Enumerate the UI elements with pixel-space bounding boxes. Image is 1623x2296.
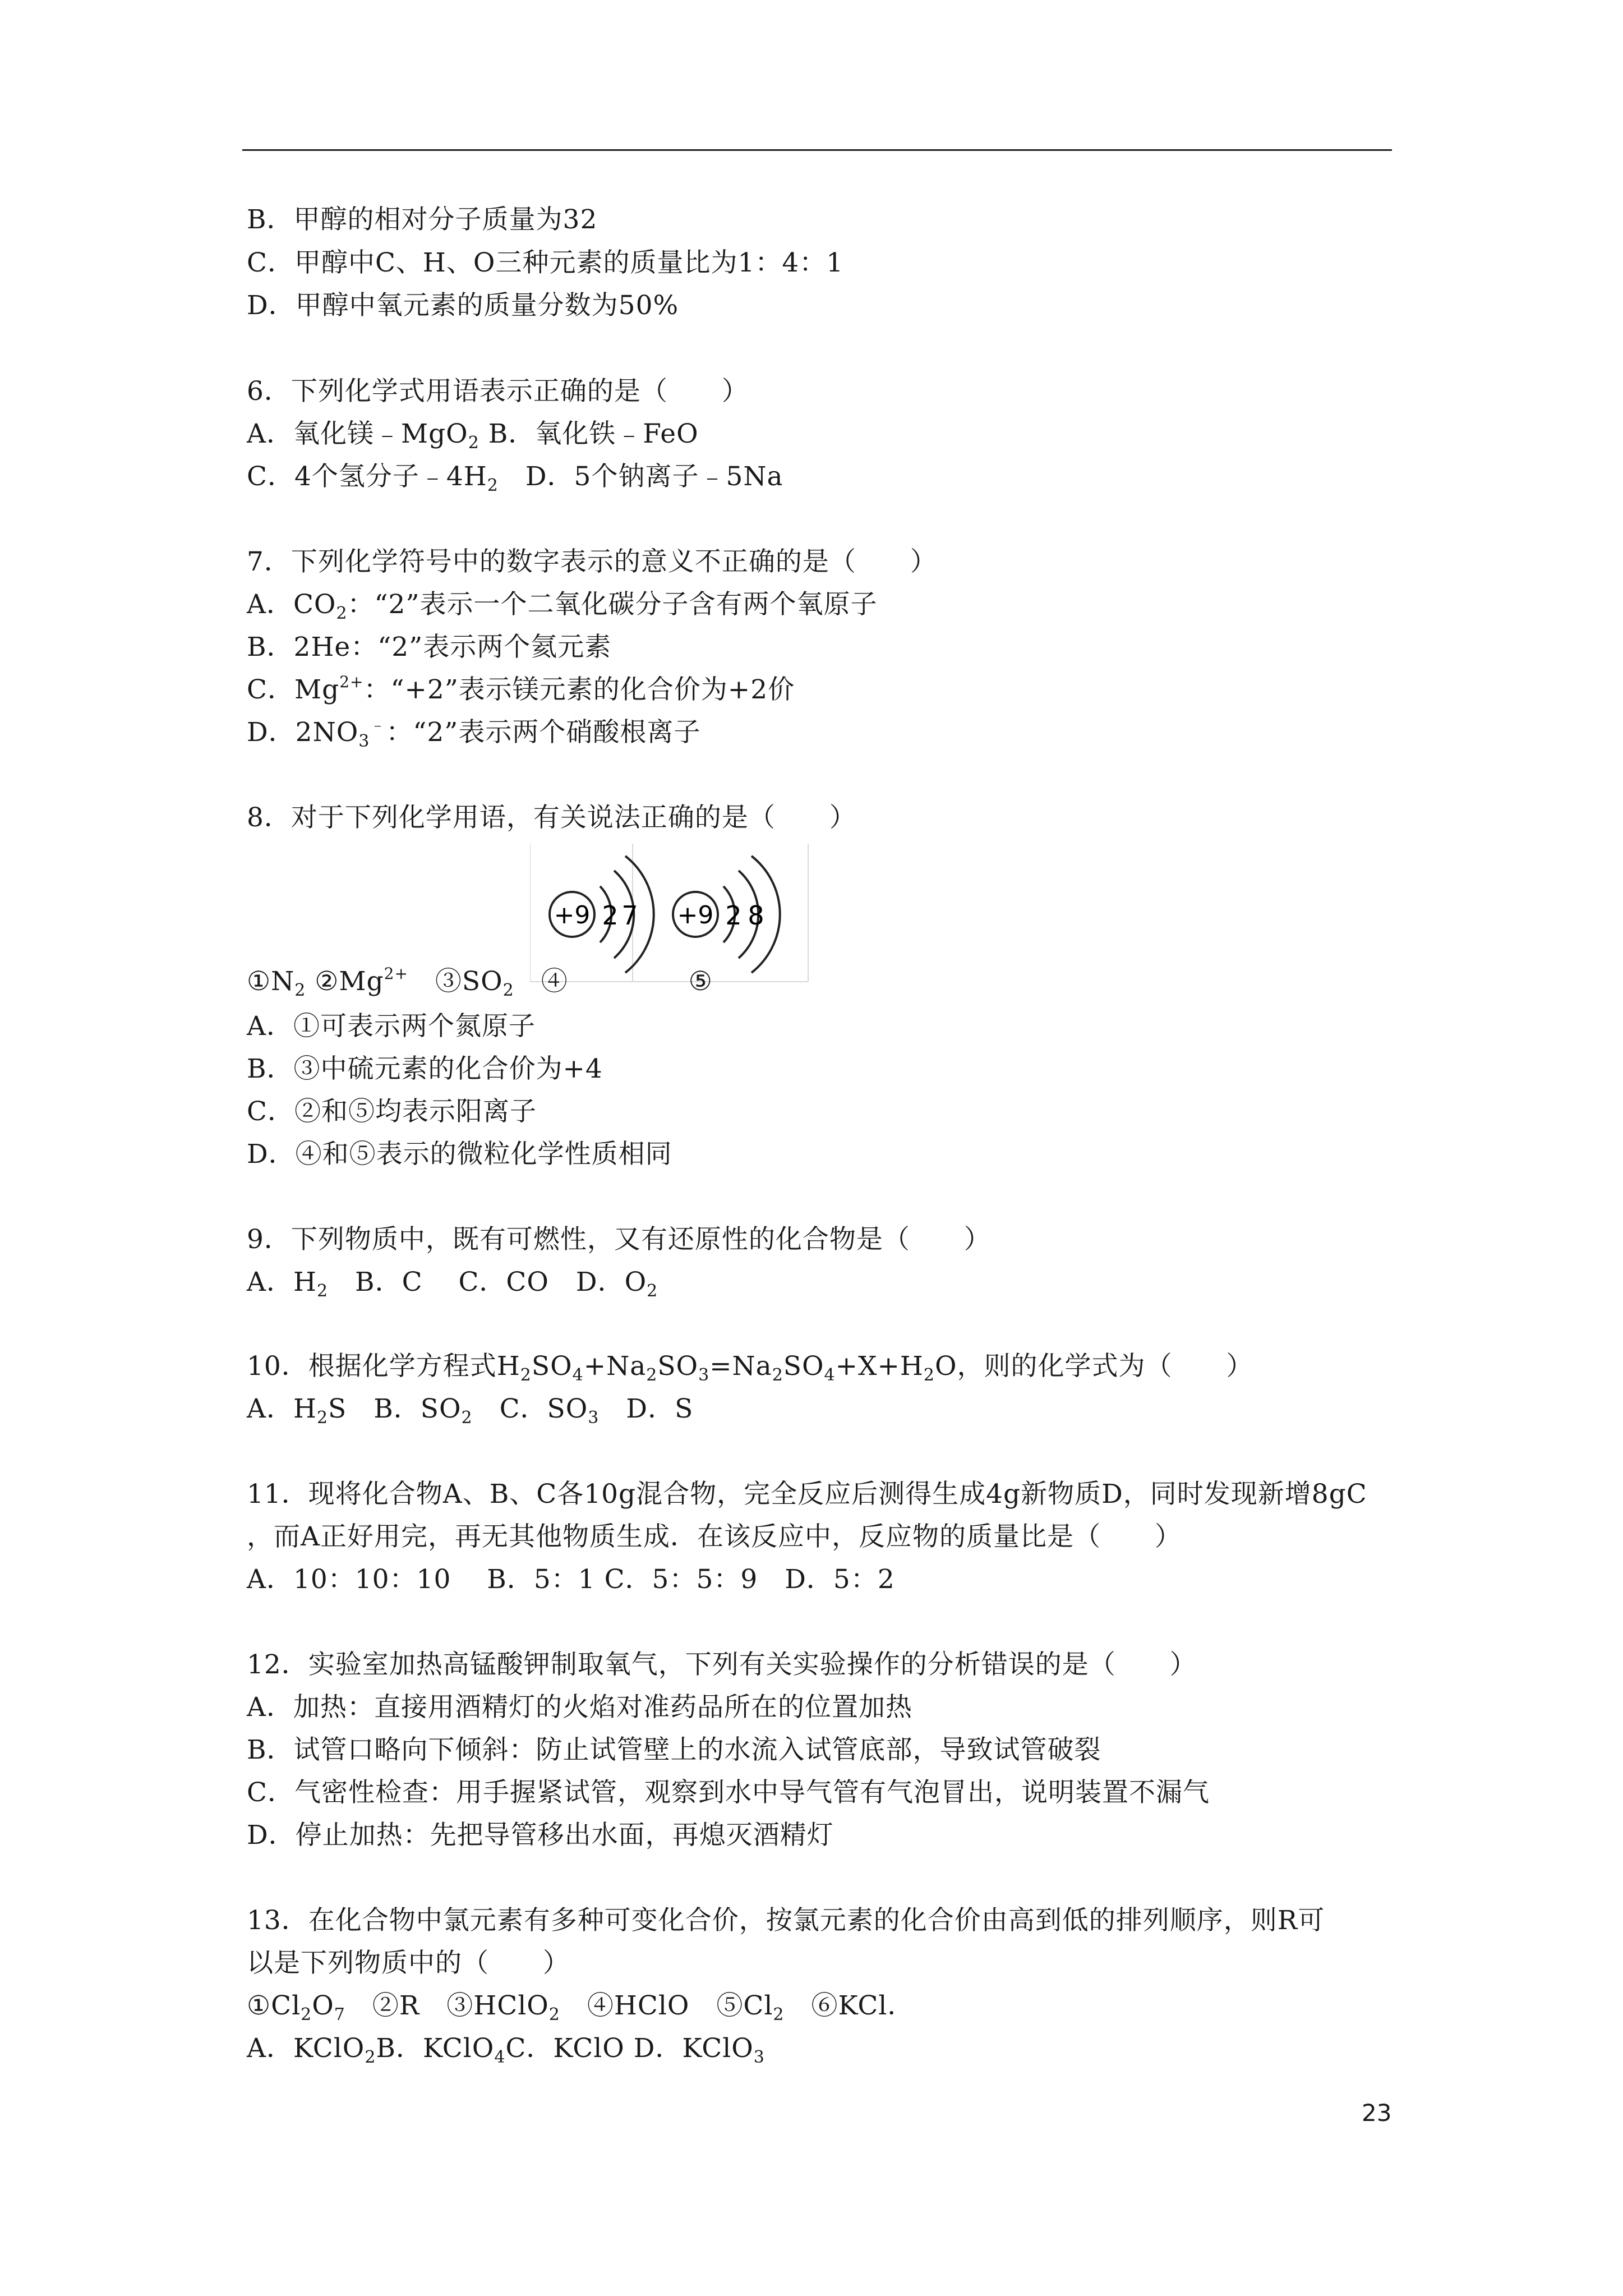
option-line: D．停止加热：先把导管移出水面，再熄灭酒精灯 [247,1820,834,1851]
option-line: C．②和⑤均表示阳离子 [247,1096,537,1127]
option-line: B．③中硫元素的化合价为+4 [247,1053,603,1084]
option-line: C．4个氢分子$﹣4H_2$ D．5个钠离子﹣5Na [247,461,783,495]
shell-electrons: 7 [621,900,638,931]
shell-electrons: 8 [748,900,764,931]
question-6: 6．下列化学式用语表示正确的是（ ） [247,376,749,407]
option-line: C．甲醇中C、H、O三种元素的质量比为1：4：1 [247,247,844,278]
nucleus-charge: +9 [677,901,714,930]
question-7: 7．下列化学符号中的数字表示的意义不正确的是（ ） [247,546,937,577]
option-line: C．气密性检查：用手握紧试管，观察到水中导气管有气泡冒出，说明装置不漏气 [247,1777,1210,1808]
option-line: C．$Mg^{2+}$：“+2”表示镁元素的化合价为+2价 [247,673,795,705]
option-line: A．①可表示两个氮原子 [247,1011,536,1042]
option-line: D．$2NO_3^﹣$：“2”表示两个硝酸根离子 [247,715,701,751]
option-line: A．$CO_2$：“2”表示一个二氧化碳分子含有两个氧原子 [247,589,878,623]
question-13: 13．在化合物中氯元素有多种可变化合价，按氯元素的化合价由高到低的排列顺序，则R可 [247,1905,1325,1936]
option-line: D．④和⑤表示的微粒化学性质相同 [247,1139,672,1170]
option-line: $①N_2$ $②Mg^{2+}$ $③SO_2$ ④ ⑤ [247,964,713,1000]
nucleus-charge: +9 [554,901,591,930]
atomic-structure-figure [530,843,809,983]
question-8: 8．对于下列化学用语，有关说法正确的是（ ） [247,802,856,833]
page-number: 23 [1362,2099,1392,2127]
shell-electrons: 2 [602,900,619,931]
option-line: $①Cl_2O_7$ ②R ③HClO$_2$ ④HClO $⑤Cl_2$ ⑥KCl． [247,1990,915,2024]
option-line: B．试管口略向下倾斜：防止试管壁上的水流入试管底部，导致试管破裂 [247,1734,1101,1765]
option-line: A．KClO$_2$B．KClO$_4$C．KClO D．KClO$_3$ [247,2033,765,2067]
question-11-cont: ，而A正好用完，再无其他物质生成．在该反应中，反应物的质量比是（ ） [247,1521,1182,1552]
option-line: A．$H_2$ B．C C．CO D．$O_2$ [247,1267,658,1301]
option-line: D．甲醇中氧元素的质量分数为50% [247,290,679,321]
option-line: A．氧化镁﹣MgO$_2$ B．氧化铁﹣FeO [247,418,699,453]
question-13-cont: 以是下列物质中的（ ） [247,1948,570,1978]
question-12: 12．实验室加热高锰酸钾制取氧气，下列有关实验操作的分析错误的是（ ） [247,1649,1197,1680]
question-10: 10．根据化学方程式$H_2SO_4+Na_2SO_3=Na_2SO_4+X+H_2O$，则的化学式为（ ） [247,1351,1253,1385]
option-line: A．10：10：10 B．5：1 C．5：5：9 D．5：2 [247,1564,895,1595]
atom-diagram-4 [550,856,654,973]
header-rule [242,149,1392,151]
shell-electrons: 2 [725,900,742,931]
option-line: A．$H_2S$ B．$SO_2$ C．$SO_3$ D．S [247,1393,694,1428]
question-9: 9．下列物质中，既有可燃性，又有还原性的化合物是（ ） [247,1224,991,1255]
option-line: A．加热：直接用酒精灯的火焰对准药品所在的位置加热 [247,1692,912,1723]
question-11: 11．现将化合物A、B、C各10g混合物，完全反应后测得生成4g新物质D，同时发现新增8gC [247,1479,1367,1510]
atom-diagram-5 [673,856,780,973]
option-line: B．甲醇的相对分子质量为32 [247,204,598,235]
option-line: B．2He：“2”表示两个氦元素 [247,632,612,662]
